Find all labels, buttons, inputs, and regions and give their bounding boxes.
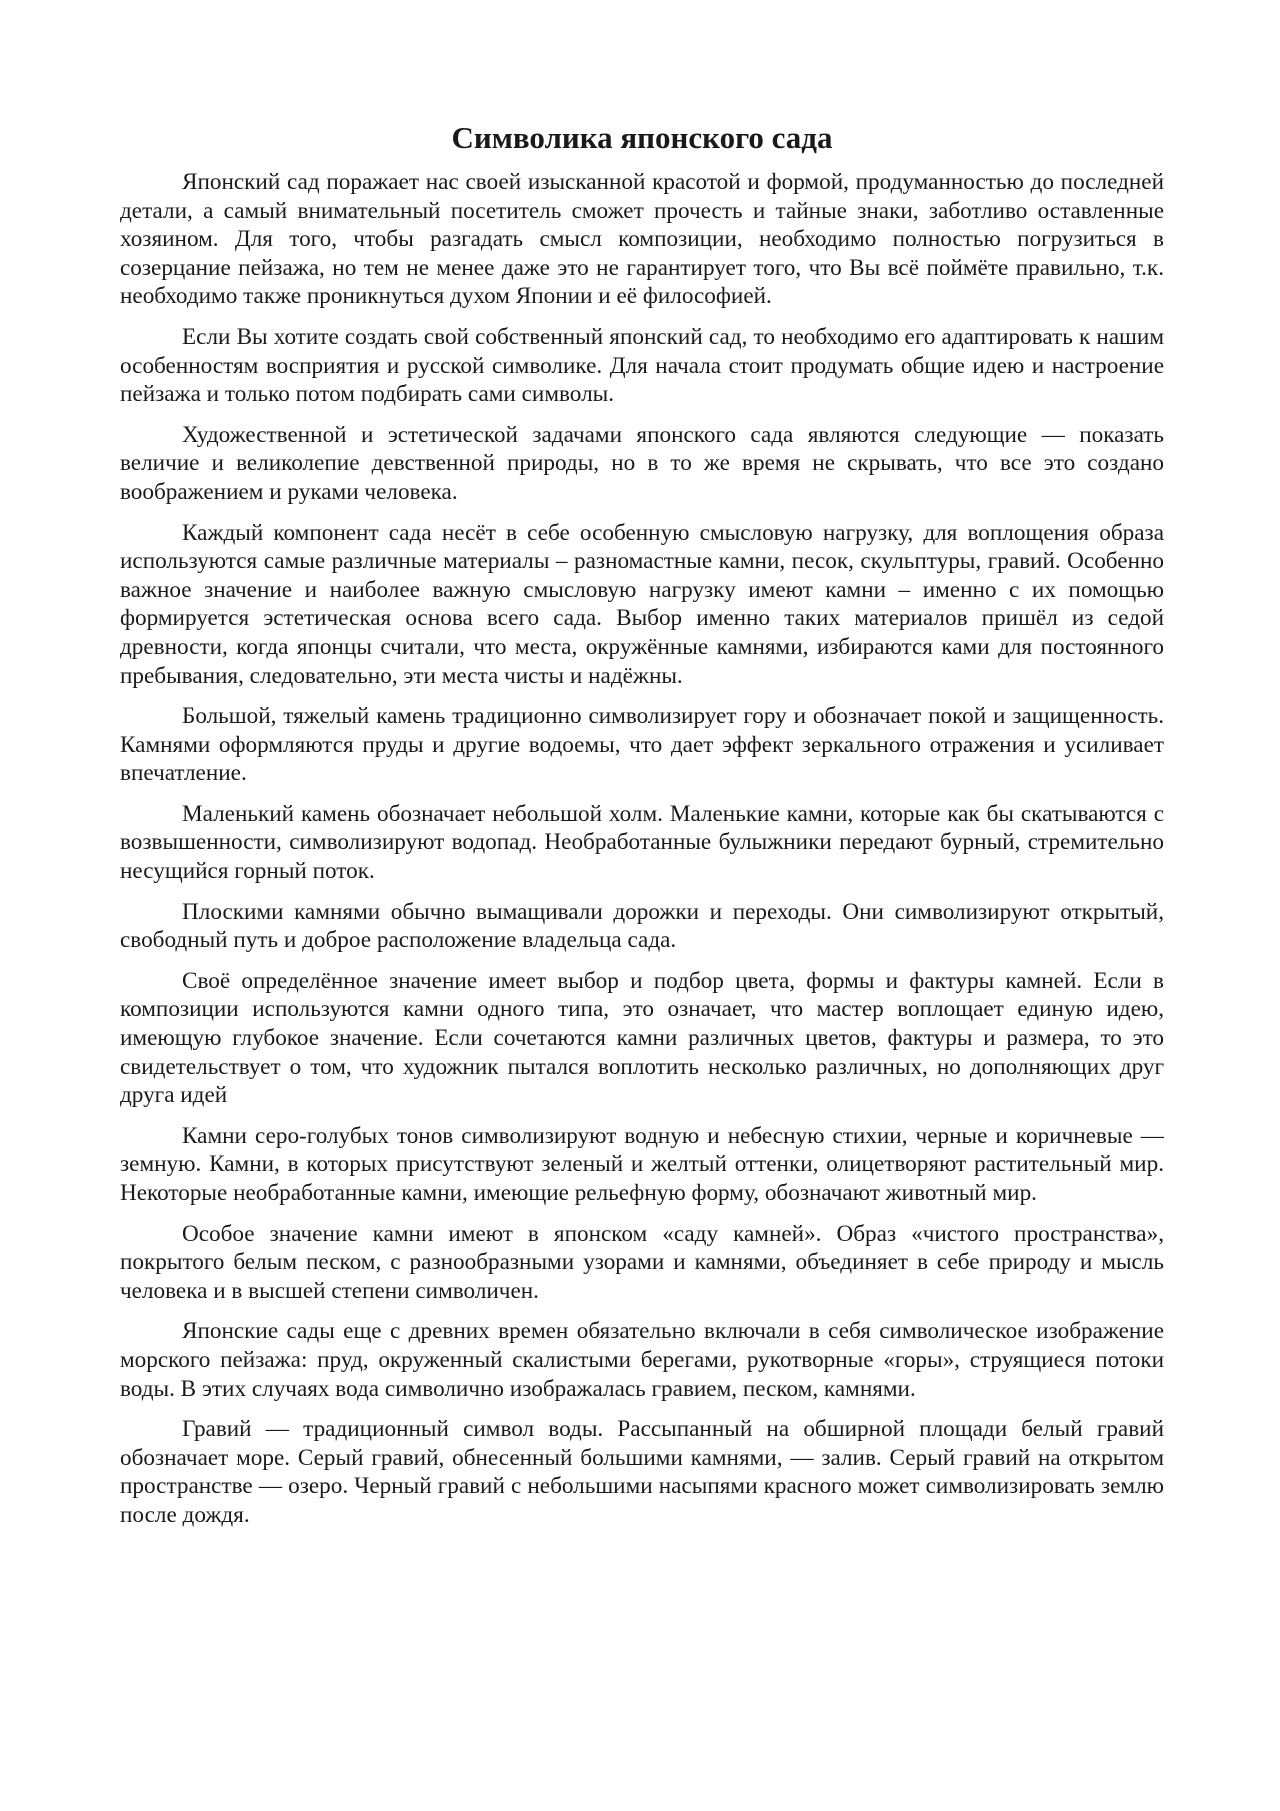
paragraph: Гравий — традиционный символ воды. Рассыпанный на обширной площади белый гравий обозначает море. Серый гравий, обнесенный большими камнями, — залив. Серый гравий на открытом пространстве — озеро. Черный гравий с небольшими насыпями красного может символизировать землю после дождя. <box>120 1416 1164 1528</box>
paragraph: Особое значение камни имеют в японском «саду камней». Образ «чистого пространства», покрытого белым песком, с разнообразными узорами и камнями, объединяет в себе природу и мысль человека и в высшей степени символичен. <box>120 1220 1164 1304</box>
paragraph: Японский сад поражает нас своей изысканной красотой и формой, продуманностью до последней детали, а самый внимательный посетитель сможет прочесть и тайные знаки, заботливо оставленные хозяином. Для того, чтобы разгадать смысл композиции, необходимо полностью погрузиться в созерцание пейзажа, но тем не менее даже это не гарантирует того, что Вы всё поймёте правильно, т.к. необходимо также проникнуться духом Японии и её философией. <box>120 169 1164 310</box>
paragraph: Если Вы хотите создать свой собственный японский сад, то необходимо его адаптировать к нашим особенностям восприятия и русской символике. Для начала стоит продумать общие идею и настроение пейзажа и только потом подбирать сами символы. <box>120 323 1164 408</box>
document-title: Символика японского сада <box>451 120 833 155</box>
paragraph: Своё определённое значение имеет выбор и подбор цвета, формы и фактуры камней. Если в композиции используются камни одного типа, это означает, что мастер воплощает единую идею, имеющую глубокое значение. Если сочетаются камни различных цветов, фактуры и размера, то это свидетельствует о том, что художник пытался воплотить несколько различных, но дополняющих друг друга идей <box>120 967 1164 1109</box>
paragraph: Художественной и эстетической задачами японского сада являются следующие — показать величие и великолепие девственной природы, но в то же время не скрывать, что все это создано воображением и руками человека. <box>120 421 1164 505</box>
paragraph: Маленький камень обозначает небольшой холм. Маленькие камни, которые как бы скатываются с возвышенности, символизируют водопад. Необработанные булыжники передают бурный, стремительно несущийся горный поток. <box>120 800 1164 885</box>
paragraph: Каждый компонент сада несёт в себе особенную смысловую нагрузку, для воплощения образа используются самые различные материалы – разномастные камни, песок, скульптуры, гравий. Особенно важное значение и наиболее важную смысловую нагрузку имеют камни – именно с их помощью формируется эстетическая основа всего сада. Выбор именно таких материалов пришёл из седой древности, когда японцы считали, что места, окружённые камнями, избираются ками для постоянного пребывания, следовательно, эти места чисты и надёжны. <box>120 519 1164 689</box>
paragraph: Большой, тяжелый камень традиционно символизирует гору и обозначает покой и защищенность. Камнями оформляются пруды и другие водоемы, что дает эффект зеркального отражения и усиливает впечатление. <box>120 703 1164 787</box>
paragraph: Японские сады еще с древних времен обязательно включали в себя символическое изображение морского пейзажа: пруд, окруженный скалистыми берегами, рукотворные «горы», струящиеся потоки воды. В этих случаях вода символично изображалась гравием, песком, камнями. <box>120 1318 1164 1402</box>
paragraph: Плоскими камнями обычно вымащивали дорожки и переходы. Они символизируют открытый, свободный путь и доброе расположение владельца сада. <box>120 898 1164 954</box>
paragraph: Камни серо-голубых тонов символизируют водную и небесную стихии, черные и коричневые — земную. Камни, в которых присутствуют зеленый и желтый оттенки, олицетворяют растительный мир. Некоторые необработанные камни, имеющие рельефную форму, обозначают животный мир. <box>120 1122 1164 1206</box>
document-page <box>120 118 1164 1542</box>
